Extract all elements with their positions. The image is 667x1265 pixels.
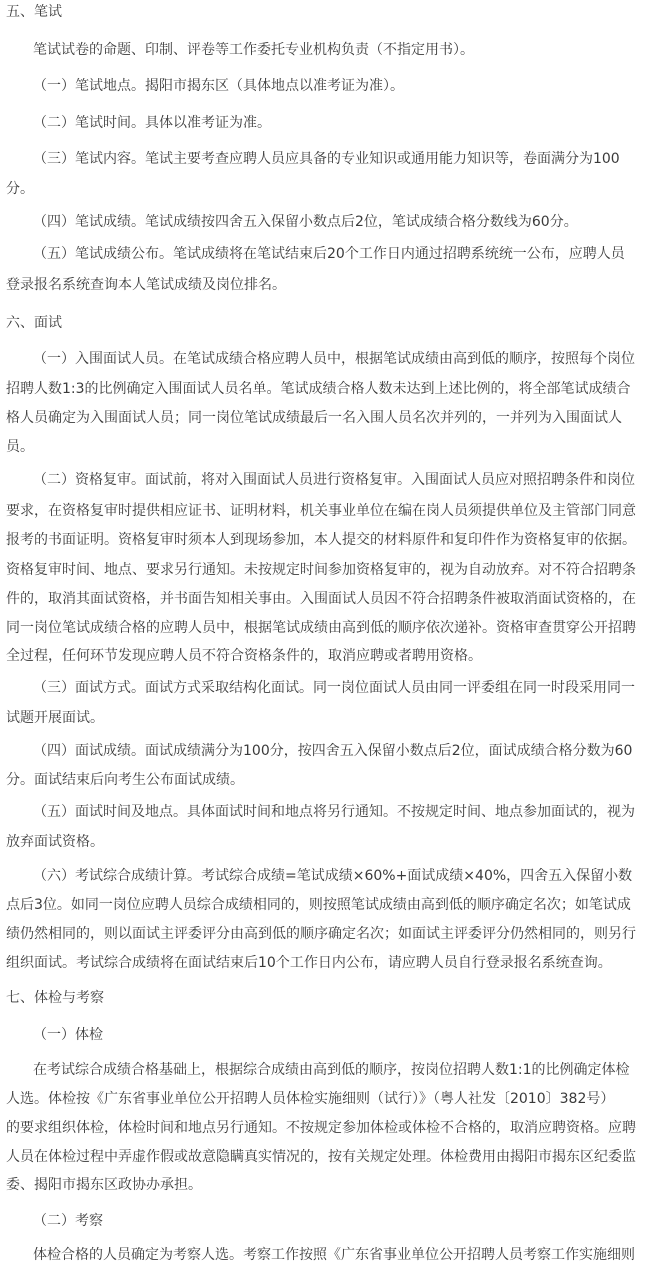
line-text: 体检合格的人员确定为考察人选。考察工作按照《广东省事业单位公开招聘人员考察工作实施细则 — [33, 1247, 635, 1263]
line-text: 七、体检与考察 — [6, 990, 104, 1006]
paragraph-line — [0, 589, 667, 609]
line-text: 五、笔试 — [6, 4, 62, 20]
paragraph-line — [0, 1211, 667, 1231]
line-text: 放弃面试资格。 — [6, 834, 104, 850]
line-text: 点后3位。如同一岗位应聘人员综合成绩相同的，则按照笔试成绩由高到低的顺序确定名次；如笔试成 — [6, 897, 631, 913]
paragraph-line — [0, 212, 667, 232]
paragraph-line — [0, 560, 667, 580]
paragraph-line — [0, 678, 667, 698]
line-text: 登录报名系统查询本人笔试成绩及岗位排名。 — [6, 277, 286, 293]
line-text: 报考的书面证明。资格复审时须本人到现场参加，本人提交的材料原件和复印件作为资格复审的依据。 — [6, 532, 636, 548]
section-heading — [0, 988, 667, 1008]
paragraph-line — [0, 1025, 667, 1045]
paragraph-line — [0, 1147, 667, 1167]
paragraph-line — [0, 149, 667, 169]
line-text: 件的，取消其面试资格，并书面告知相关事由。入围面试人员因不符合招聘条件被取消面试资格的，在 — [6, 591, 636, 607]
line-text: 员。 — [6, 439, 34, 455]
paragraph-line — [0, 953, 667, 973]
line-text: （三）笔试内容。笔试主要考查应聘人员应具备的专业知识或通用能力知识等，卷面满分为100 — [33, 151, 620, 167]
paragraph-line — [0, 408, 667, 428]
paragraph-line — [0, 244, 667, 264]
paragraph-line — [0, 470, 667, 490]
paragraph-line — [0, 76, 667, 96]
paragraph-line — [0, 1245, 667, 1265]
paragraph-line — [0, 1060, 667, 1080]
paragraph-line — [0, 802, 667, 822]
line-text: 资格复审时间、地点、要求另行通知。未按规定时间参加资格复审的，视为自动放弃。对不符合招聘条 — [6, 562, 636, 578]
paragraph-line — [0, 113, 667, 133]
paragraph-line — [0, 40, 667, 60]
line-text: 在考试综合成绩合格基础上，根据综合成绩由高到低的顺序，按岗位招聘人数1:1的比例确定体检 — [33, 1062, 630, 1078]
paragraph-line — [0, 924, 667, 944]
line-text: （一）入围面试人员。在笔试成绩合格应聘人员中，根据笔试成绩由高到低的顺序，按照每个岗位 — [33, 351, 635, 367]
section-heading — [0, 313, 667, 333]
section-heading — [0, 2, 667, 22]
line-text: 人选。体检按《广东省事业单位公开招聘人员体检实施细则（试行）》（粤人社发〔2010〕382号） — [6, 1091, 615, 1107]
line-text: （三）面试方式。面试方式采取结构化面试。同一岗位面试人员由同一评委组在同一时段采用同一 — [33, 680, 635, 696]
line-text: 试题开展面试。 — [6, 710, 104, 726]
paragraph-line — [0, 741, 667, 761]
line-text: 同一岗位笔试成绩合格的应聘人员中，根据笔试成绩由高到低的顺序依次递补。资格审查贯穿公开招聘 — [6, 620, 636, 636]
paragraph-line — [0, 275, 667, 295]
line-text: 要求，在资格复审时提供相应证书、证明材料，机关事业单位在编在岗人员须提供单位及主管部门同意 — [6, 503, 636, 519]
line-text: （二）笔试时间。具体以准考证为准。 — [33, 115, 271, 131]
line-text: （四）面试成绩。面试成绩满分为100分，按四舍五入保留小数点后2位，面试成绩合格分数为60 — [33, 743, 633, 759]
paragraph-line — [0, 501, 667, 521]
line-text: 分。 — [6, 181, 34, 197]
line-text: （二）考察 — [33, 1213, 103, 1229]
paragraph-line — [0, 832, 667, 852]
line-text: 绩仍然相同的，则以面试主评委评分由高到低的顺序确定名次；如面试主评委评分仍然相同的，则另行 — [6, 926, 636, 942]
paragraph-line — [0, 1089, 667, 1109]
line-text: （二）资格复审。面试前，将对入围面试人员进行资格复审。入围面试人员应对照招聘条件和岗位 — [33, 472, 635, 488]
paragraph-line — [0, 530, 667, 550]
line-text: （一）体检 — [33, 1027, 103, 1043]
paragraph-line — [0, 437, 667, 457]
line-text: 格人员确定为入围面试人员；同一岗位笔试成绩最后一名入围人员名次并列的，一并列为入围面试人 — [6, 410, 622, 426]
paragraph-line — [0, 379, 667, 399]
line-text: 委、揭阳市揭东区政协办承担。 — [6, 1177, 202, 1193]
paragraph-line — [0, 770, 667, 790]
paragraph-line — [0, 349, 667, 369]
paragraph-line — [0, 1118, 667, 1138]
line-text: 人员在体检过程中弄虚作假或故意隐瞒真实情况的，按有关规定处理。体检费用由揭阳市揭东区纪委监 — [6, 1149, 636, 1165]
line-text: （四）笔试成绩。笔试成绩按四舍五入保留小数点后2位，笔试成绩合格分数线为60分。 — [33, 214, 578, 230]
paragraph-line — [0, 1175, 667, 1195]
paragraph-line — [0, 708, 667, 728]
line-text: 全过程，任何环节发现应聘人员不符合资格条件的，取消应聘或者聘用资格。 — [6, 648, 482, 664]
line-text: 招聘人数1:3的比例确定入围面试人员名单。笔试成绩合格人数未达到上述比例的，将全部笔试成绩合 — [6, 381, 631, 397]
paragraph-line — [0, 866, 667, 886]
paragraph-line — [0, 618, 667, 638]
line-text: 分。面试结束后向考生公布面试成绩。 — [6, 772, 244, 788]
line-text: 六、面试 — [6, 315, 62, 331]
paragraph-line — [0, 895, 667, 915]
paragraph-line — [0, 179, 667, 199]
line-text: （六）考试综合成绩计算。考试综合成绩=笔试成绩×60%+面试成绩×40%，四舍五入保留小数 — [33, 868, 633, 884]
line-text: （五）笔试成绩公布。笔试成绩将在笔试结束后20个工作日内通过招聘系统统一公布，应聘人员 — [33, 246, 625, 262]
line-text: 的要求组织体检，体检时间和地点另行通知。不按规定参加体检或体检不合格的，取消应聘资格。应聘 — [6, 1120, 636, 1136]
line-text: 组织面试。考试综合成绩将在面试结束后10个工作日内公布，请应聘人员自行登录报名系统查询。 — [6, 955, 612, 971]
line-text: （五）面试时间及地点。具体面试时间和地点将另行通知。不按规定时间、地点参加面试的，视为 — [33, 804, 635, 820]
line-text: （一）笔试地点。揭阳市揭东区（具体地点以准考证为准）。 — [33, 78, 404, 94]
paragraph-line — [0, 646, 667, 666]
line-text: 笔试试卷的命题、印制、评卷等工作委托专业机构负责（不指定用书）。 — [33, 42, 474, 58]
